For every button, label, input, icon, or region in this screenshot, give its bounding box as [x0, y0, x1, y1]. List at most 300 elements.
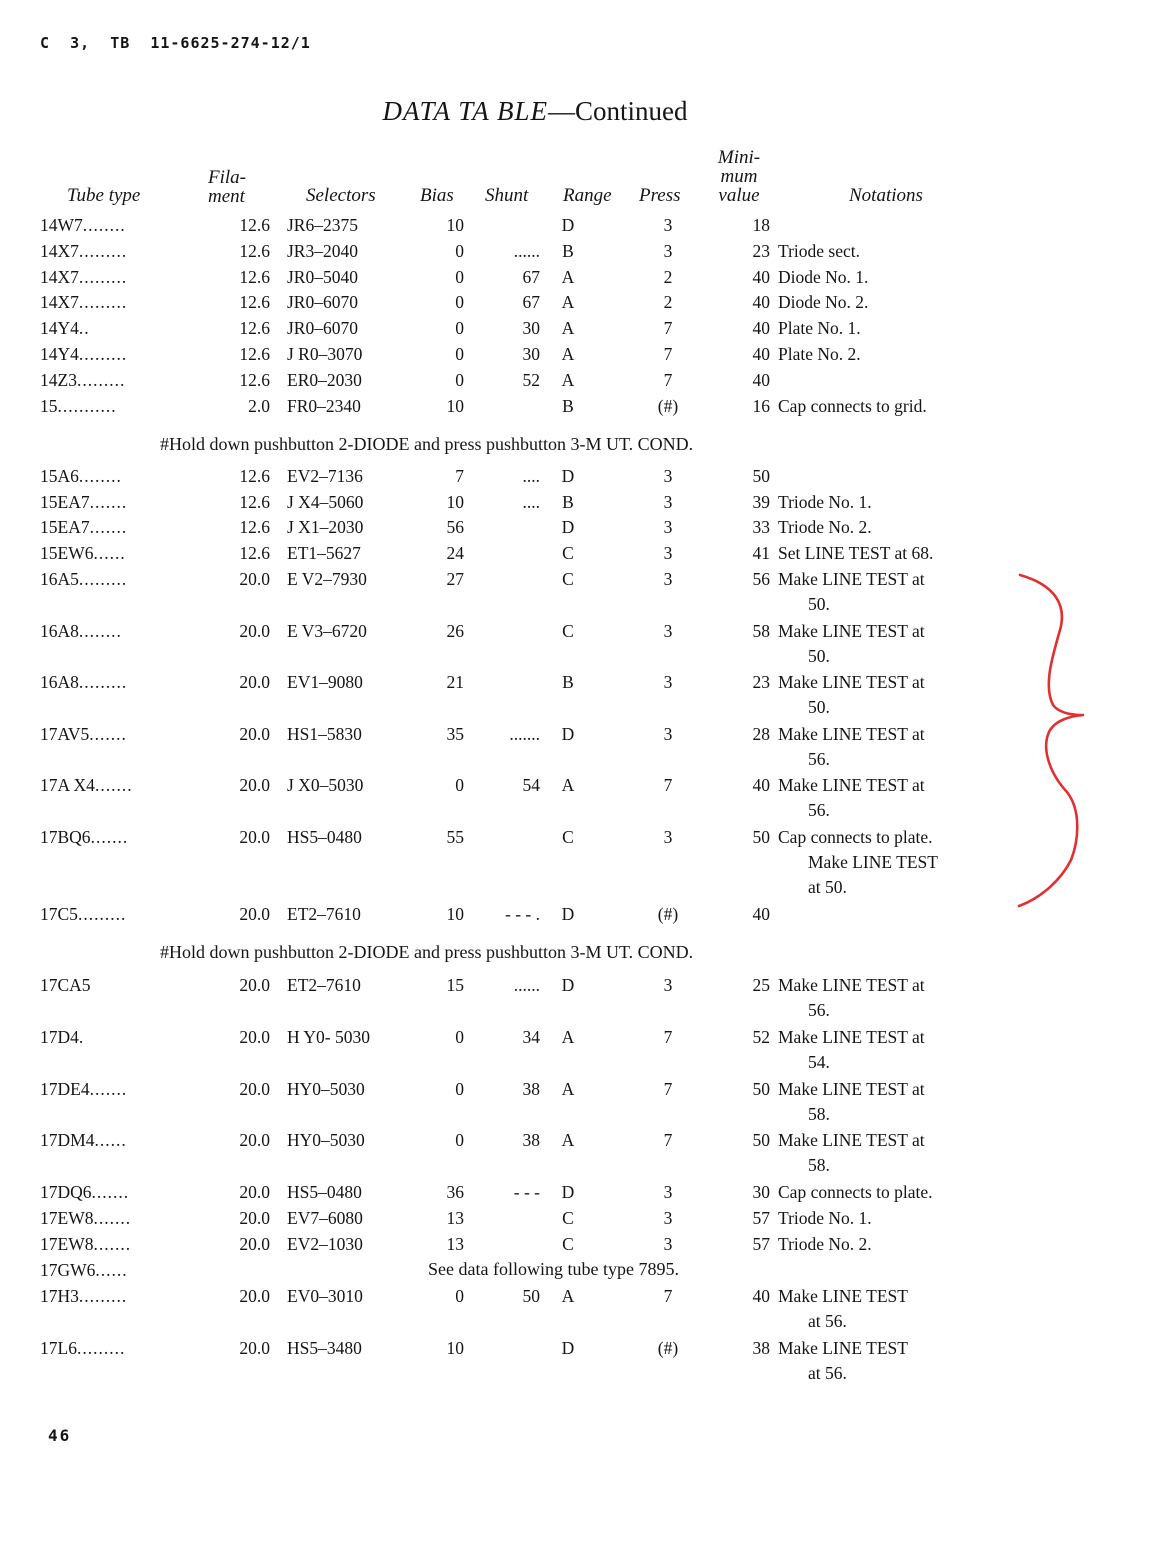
cell-range: D: [561, 1338, 575, 1358]
cell-press: 3: [663, 621, 673, 641]
cell-shunt: ......: [513, 241, 540, 261]
cell-notations: [778, 1129, 925, 1151]
footnote-hold-down: #Hold down pushbutton 2-DIODE and press pushbutton 3-M UT. COND.: [160, 434, 694, 454]
table-row: [0, 774, 1170, 820]
cell-notations: [778, 1078, 925, 1100]
cell-tube-type: [40, 291, 127, 313]
cell-shunt: ......: [513, 975, 540, 995]
cell-filament: 12.6: [239, 370, 270, 390]
tube-type-name: 17H3: [40, 1286, 79, 1306]
leader-dots: .........: [78, 344, 128, 364]
cell-notations: [778, 516, 872, 538]
col-header-minimum-1: Mini-: [717, 147, 761, 168]
table-row: [0, 974, 1170, 1020]
cell-notations: [778, 291, 868, 313]
cell-notations: [778, 1026, 925, 1048]
cell-press: 3: [663, 215, 673, 235]
cell-notations: [778, 974, 925, 996]
cell-bias: 35: [446, 724, 464, 744]
cell-tube-type: [40, 214, 126, 236]
cell-shunt: 38: [522, 1130, 540, 1150]
cell-range: D: [561, 517, 575, 537]
tube-type-name: 14Y4: [40, 344, 79, 364]
cell-selectors: ET2–7610: [287, 975, 361, 995]
page-number: 46: [48, 1426, 72, 1445]
cell-notations: [778, 1181, 933, 1203]
cell-selectors: H Y0- 5030: [287, 1027, 370, 1047]
notation-line-1: Make LINE TEST at: [778, 621, 925, 641]
cell-press: 2: [663, 292, 673, 312]
cell-bias: 13: [446, 1208, 464, 1228]
leader-dots: .........: [78, 267, 128, 287]
cell-minimum-value: 40: [752, 775, 770, 795]
cell-minimum-value: 40: [752, 344, 770, 364]
cell-bias: 10: [446, 396, 464, 416]
cell-notations: [778, 1285, 908, 1307]
cell-minimum-value: 40: [752, 904, 770, 924]
notation-line-2: 54.: [808, 1052, 830, 1072]
tube-type-name: 17DE4: [40, 1079, 90, 1099]
cell-minimum-value: 50: [752, 466, 770, 486]
cell-bias: 10: [446, 492, 464, 512]
cell-press: 3: [663, 1234, 673, 1254]
cell-bias: 0: [455, 1079, 464, 1099]
cell-minimum-value: 58: [752, 621, 770, 641]
cell-tube-type: [40, 542, 126, 564]
notation-line-1: Cap connects to plate.: [778, 1182, 933, 1202]
notation-line-1: Make LINE TEST at: [778, 1027, 925, 1047]
tube-type-name: 17AV5: [40, 724, 90, 744]
notation-line-2: at 56.: [808, 1363, 847, 1383]
cell-tube-type: [40, 723, 127, 745]
cell-notations: [778, 1233, 872, 1255]
tube-type-name: 17EW8: [40, 1234, 94, 1254]
cell-tube-type: [40, 1181, 129, 1203]
cell-press: 3: [663, 1208, 673, 1228]
col-header-range: Range: [563, 185, 612, 206]
cell-filament: 12.6: [239, 292, 270, 312]
cell-shunt: ....: [522, 492, 540, 512]
notation-line-1: Diode No. 1.: [778, 267, 869, 287]
col-header-minimum-2: mum: [720, 166, 758, 187]
table-row: [0, 491, 1170, 517]
cell-tube-type: [40, 465, 122, 487]
notation-line-1: Plate No. 1.: [778, 318, 861, 338]
running-head: C 3, TB 11-6625-274-12/1: [40, 34, 311, 52]
cell-selectors: HS1–5830: [287, 724, 362, 744]
cell-filament: 20.0: [239, 827, 270, 847]
leader-dots: ......: [93, 543, 126, 563]
cell-selectors: E V2–7930: [287, 569, 367, 589]
cell-notations: [778, 1337, 908, 1359]
cell-shunt: 30: [522, 344, 540, 364]
leader-dots: .......: [89, 724, 127, 744]
cell-selectors: HY0–5030: [287, 1130, 365, 1150]
cell-range: B: [562, 492, 574, 512]
cell-bias: 0: [455, 292, 464, 312]
cell-selectors: J R0–3070: [287, 344, 363, 364]
cell-notations: [778, 774, 925, 796]
tube-type-name: 14X7: [40, 267, 79, 287]
leader-dots: .......: [89, 492, 128, 512]
cell-filament: 20.0: [239, 1286, 270, 1306]
notation-line-1: Plate No. 2.: [778, 344, 861, 364]
notation-line-1: Set LINE TEST at 68.: [778, 543, 934, 563]
tube-type-name: 16A5: [40, 569, 79, 589]
col-header-filament-1: Fila-: [208, 167, 246, 188]
cell-minimum-value: 18: [752, 215, 770, 235]
cell-selectors: HY0–5030: [287, 1079, 365, 1099]
tube-type-name: 15EA7: [40, 517, 90, 537]
tube-type-name: 17C5: [40, 904, 78, 924]
cell-filament: 20.0: [239, 1130, 270, 1150]
col-header-bias: Bias: [420, 185, 454, 206]
leader-dots: .........: [78, 241, 128, 261]
cell-tube-type: [40, 1129, 127, 1151]
table-row: [0, 1337, 1170, 1383]
cell-selectors: E V3–6720: [287, 621, 367, 641]
cell-tube-type: [40, 1078, 127, 1100]
leader-dots: ......: [94, 1130, 127, 1150]
notation-line-1: Triode No. 1.: [778, 1208, 872, 1228]
cell-minimum-value: 16: [752, 396, 770, 416]
cell-tube-type: [40, 568, 127, 590]
cell-filament: 12.6: [239, 466, 270, 486]
tube-type-name: 14Y4: [40, 318, 79, 338]
cell-minimum-value: 50: [752, 1130, 770, 1150]
cell-bias: 7: [455, 466, 464, 486]
table-row: [0, 723, 1170, 769]
cell-bias: 0: [455, 1027, 464, 1047]
cell-selectors: J X1–2030: [287, 517, 364, 537]
cell-notations: [778, 343, 861, 365]
cell-shunt: 50: [522, 1286, 540, 1306]
page-title: [0, 96, 1070, 127]
cell-range: A: [561, 292, 575, 312]
col-header-notations: Notations: [849, 185, 923, 206]
cell-bias: 24: [446, 543, 464, 563]
cell-selectors: ET1–5627: [287, 543, 361, 563]
cell-range: C: [562, 1234, 574, 1254]
cell-range: B: [562, 396, 574, 416]
cell-selectors: EV1–9080: [287, 672, 363, 692]
cell-range: C: [562, 1208, 574, 1228]
cell-tube-type: [40, 826, 128, 848]
cell-shunt: 34: [522, 1027, 540, 1047]
title-continued: —Continued: [548, 96, 688, 126]
notation-line-2: 50.: [808, 697, 830, 717]
cell-filament: 12.6: [239, 543, 270, 563]
cell-filament: 20.0: [239, 1338, 270, 1358]
cell-shunt: 67: [522, 292, 540, 312]
cell-selectors: EV2–7136: [287, 466, 363, 486]
notation-line-1: Triode No. 2.: [778, 1234, 872, 1254]
notation-line-2: 56.: [808, 749, 830, 769]
table-row: [0, 1181, 1170, 1207]
cell-selectors: ER0–2030: [287, 370, 362, 390]
cell-bias: 27: [446, 569, 464, 589]
leader-dots: .........: [76, 370, 126, 390]
notation-line-2: 56.: [808, 1000, 830, 1020]
col-header-selectors: Selectors: [306, 185, 376, 206]
table-row: [0, 343, 1170, 369]
cell-selectors: HS5–3480: [287, 1338, 362, 1358]
cell-filament: 12.6: [239, 241, 270, 261]
table-row: [0, 240, 1170, 266]
notation-line-2: 56.: [808, 800, 830, 820]
cell-tube-type: [40, 266, 127, 288]
notation-line-1: Triode No. 2.: [778, 517, 872, 537]
cell-selectors: J X0–5030: [287, 775, 364, 795]
cell-selectors: JR3–2040: [287, 241, 358, 261]
cell-filament: 12.6: [239, 267, 270, 287]
col-header-tube: Tube type: [67, 185, 141, 206]
cell-press: (#): [657, 396, 679, 416]
cell-press: 7: [663, 344, 673, 364]
cell-selectors: EV7–6080: [287, 1208, 363, 1228]
notation-line-3: at 50.: [808, 877, 847, 897]
cell-shunt: ....: [522, 466, 540, 486]
cell-range: D: [561, 904, 575, 924]
cell-shunt: 54: [522, 775, 540, 795]
leader-dots: ...........: [57, 396, 117, 416]
cell-selectors: JR0–6070: [287, 318, 358, 338]
notation-line-2: Make LINE TEST: [808, 852, 938, 872]
cell-press: (#): [657, 1338, 679, 1358]
cell-minimum-value: 30: [752, 1182, 770, 1202]
table-row: [0, 1233, 1170, 1259]
cell-filament: 20.0: [239, 775, 270, 795]
cell-shunt: 38: [522, 1079, 540, 1099]
cell-selectors: JR0–6070: [287, 292, 358, 312]
cell-bias: 0: [455, 370, 464, 390]
cell-range: A: [561, 1130, 575, 1150]
cell-bias: 10: [446, 904, 464, 924]
cell-tube-type: [40, 343, 127, 365]
cell-shunt: - - - .: [505, 904, 540, 924]
cell-tube-type: [40, 974, 91, 996]
tube-type-name: 17A X4: [40, 775, 95, 795]
tube-type-name: 14X7: [40, 292, 79, 312]
cell-bias: 0: [455, 318, 464, 338]
table-row: [0, 291, 1170, 317]
cell-filament: 20.0: [239, 1234, 270, 1254]
footnote-hold-down: #Hold down pushbutton 2-DIODE and press pushbutton 3-M UT. COND.: [160, 942, 694, 962]
cell-minimum-value: 25: [752, 975, 770, 995]
cell-bias: 36: [446, 1182, 464, 1202]
cell-tube-type: [40, 369, 125, 391]
cell-filament: 20.0: [239, 1182, 270, 1202]
notation-line-1: Make LINE TEST at: [778, 724, 925, 744]
cell-bias: 21: [446, 672, 464, 692]
tube-type-name: 17L6: [40, 1338, 77, 1358]
notation-line-2: 58.: [808, 1155, 830, 1175]
leader-dots: .........: [78, 672, 128, 692]
cell-see-data-note: See data following tube type 7895.: [428, 1259, 679, 1279]
cell-minimum-value: 50: [752, 1079, 770, 1099]
cell-filament: 12.6: [239, 344, 270, 364]
cell-range: C: [562, 569, 574, 589]
cell-minimum-value: 40: [752, 267, 770, 287]
leader-dots: .......: [89, 1079, 128, 1099]
cell-press: 3: [663, 975, 673, 995]
cell-bias: 13: [446, 1234, 464, 1254]
cell-range: C: [562, 543, 574, 563]
cell-minimum-value: 40: [752, 370, 770, 390]
table-row: [0, 568, 1170, 614]
cell-bias: 0: [455, 1130, 464, 1150]
leader-dots: ........: [82, 215, 126, 235]
cell-filament: 2.0: [248, 396, 270, 416]
cell-bias: 26: [446, 621, 464, 641]
cell-notations: [778, 826, 933, 848]
tube-type-name: 15EA7: [40, 492, 90, 512]
cell-minimum-value: 40: [752, 292, 770, 312]
cell-range: D: [561, 1182, 575, 1202]
cell-minimum-value: 39: [752, 492, 770, 512]
col-header-shunt: Shunt: [485, 185, 529, 206]
cell-press: 3: [663, 569, 673, 589]
table-row: [0, 1259, 1170, 1285]
cell-tube-type: [40, 1285, 127, 1307]
leader-dots: ........: [78, 466, 122, 486]
cell-notations: [778, 317, 861, 339]
cell-filament: 20.0: [239, 975, 270, 995]
cell-filament: 20.0: [239, 621, 270, 641]
cell-range: C: [562, 621, 574, 641]
cell-minimum-value: 40: [752, 318, 770, 338]
cell-filament: 12.6: [239, 517, 270, 537]
cell-selectors: JR6–2375: [287, 215, 358, 235]
notation-line-1: Diode No. 2.: [778, 292, 869, 312]
notation-line-1: Triode No. 1.: [778, 492, 872, 512]
cell-selectors: JR0–5040: [287, 267, 358, 287]
cell-press: (#): [657, 904, 679, 924]
leader-dots: .........: [78, 569, 128, 589]
tube-type-name: 15EW6: [40, 543, 94, 563]
cell-selectors: EV0–3010: [287, 1286, 363, 1306]
cell-press: 2: [663, 267, 673, 287]
leader-dots: ......: [95, 1260, 128, 1280]
leader-dots: .......: [93, 1234, 132, 1254]
title-italic: DATA TA BLE: [382, 96, 549, 126]
cell-filament: 12.6: [239, 318, 270, 338]
cell-filament: 20.0: [239, 1079, 270, 1099]
table-row: [0, 369, 1170, 395]
table-row: [0, 214, 1170, 240]
tube-type-name: 14X7: [40, 241, 79, 261]
cell-bias: 0: [455, 775, 464, 795]
cell-selectors: J X4–5060: [287, 492, 364, 512]
cell-selectors: HS5–0480: [287, 1182, 362, 1202]
leader-dots: .........: [78, 1286, 128, 1306]
leader-dots: .......: [94, 775, 133, 795]
notation-line-1: Make LINE TEST at: [778, 775, 925, 795]
notation-line-1: Cap connects to plate.: [778, 827, 933, 847]
cell-press: 3: [663, 672, 673, 692]
cell-press: 3: [663, 543, 673, 563]
notation-line-2: 50.: [808, 594, 830, 614]
table-row: [0, 1285, 1170, 1331]
cell-filament: 20.0: [239, 569, 270, 589]
cell-range: A: [561, 370, 575, 390]
table-row: [0, 1207, 1170, 1233]
table-row: [0, 395, 1170, 421]
notation-line-1: Make LINE TEST at: [778, 975, 925, 995]
cell-press: 7: [663, 318, 673, 338]
cell-press: 7: [663, 370, 673, 390]
cell-selectors: ET2–7610: [287, 904, 361, 924]
cell-notations: [778, 266, 868, 288]
col-header-minimum: [711, 148, 767, 205]
cell-filament: 20.0: [239, 672, 270, 692]
cell-notations: [778, 723, 925, 745]
cell-bias: 15: [446, 975, 464, 995]
leader-dots: .........: [77, 904, 127, 924]
cell-press: 7: [663, 1079, 673, 1099]
notation-line-1: Make LINE TEST at: [778, 1079, 925, 1099]
table-row: [0, 671, 1170, 717]
cell-tube-type: [40, 491, 127, 513]
table-row: [0, 1078, 1170, 1124]
table-row: [0, 903, 1170, 929]
cell-notations: [778, 620, 925, 642]
cell-range: B: [562, 241, 574, 261]
cell-selectors: HS5–0480: [287, 827, 362, 847]
cell-range: A: [561, 267, 575, 287]
table-row: [0, 620, 1170, 666]
tube-type-name: 16A8: [40, 621, 79, 641]
cell-notations: [778, 1207, 872, 1229]
leader-dots: ..: [78, 318, 90, 338]
cell-bias: 55: [446, 827, 464, 847]
cell-shunt: - - -: [513, 1182, 540, 1202]
tube-type-name: 17DM4: [40, 1130, 95, 1150]
cell-minimum-value: 40: [752, 1286, 770, 1306]
cell-press: 3: [663, 492, 673, 512]
col-header-filament: [208, 168, 246, 206]
cell-bias: 10: [446, 1338, 464, 1358]
leader-dots: .......: [93, 1208, 132, 1228]
tube-type-name: 17D4: [40, 1027, 79, 1047]
cell-minimum-value: 57: [752, 1208, 770, 1228]
notation-line-2: at 56.: [808, 1311, 847, 1331]
cell-range: A: [561, 1286, 575, 1306]
cell-tube-type: [40, 1026, 84, 1048]
cell-minimum-value: 52: [752, 1027, 770, 1047]
cell-tube-type: [40, 1207, 131, 1229]
cell-tube-type: [40, 903, 126, 925]
leader-dots: .........: [78, 292, 128, 312]
cell-shunt: 67: [522, 267, 540, 287]
cell-selectors: FR0–2340: [287, 396, 361, 416]
col-header-press: Press: [639, 185, 681, 206]
cell-bias: 0: [455, 241, 464, 261]
cell-notations: [778, 395, 927, 417]
red-brace-annotation: [1015, 570, 1095, 915]
cell-selectors: EV2–1030: [287, 1234, 363, 1254]
notation-line-1: Make LINE TEST at: [778, 1130, 925, 1150]
cell-bias: 56: [446, 517, 464, 537]
cell-minimum-value: 41: [752, 543, 770, 563]
cell-notations: [778, 671, 925, 693]
cell-shunt: .......: [509, 724, 540, 744]
cell-bias: 0: [455, 1286, 464, 1306]
notation-line-2: 50.: [808, 646, 830, 666]
table-row: [0, 317, 1170, 343]
cell-notations: [778, 542, 933, 564]
cell-range: D: [561, 975, 575, 995]
